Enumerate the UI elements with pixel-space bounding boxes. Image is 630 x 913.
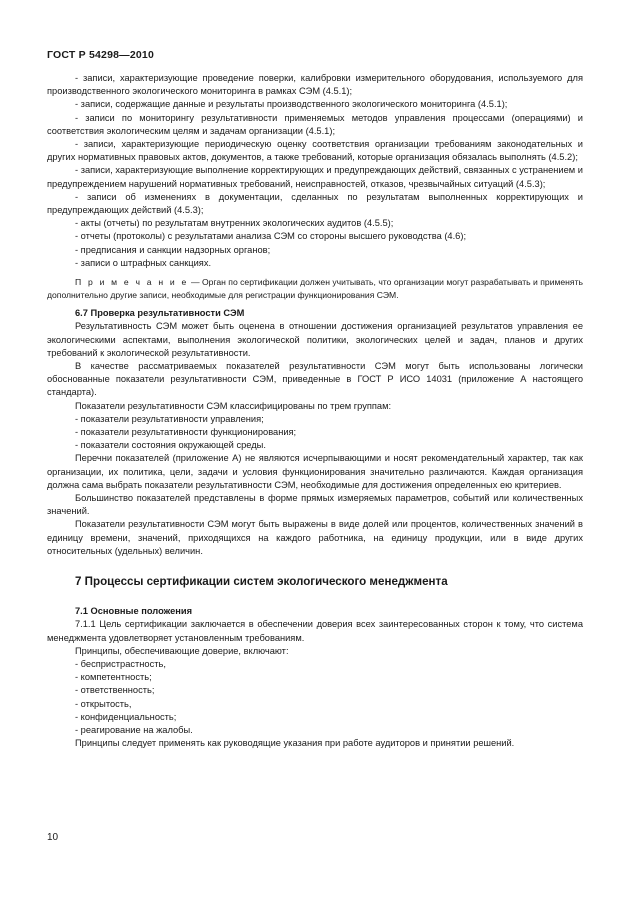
list-item: - записи, характеризующие выполнение корректирующих и предупреждающих действий, связанных с устранением и предупреждением нарушений нормативных требований, неисправностей, отказов, чрезвычайных ситуаций (4.5.3); [47, 165, 583, 189]
paragraph: Показатели результативности СЭМ классифицированы по трем группам: [75, 400, 392, 411]
list-item: - записи об изменениях в документации, сделанных по результатам выполненных корректирующих и предупреждающих действий (4.5.3); [47, 191, 583, 216]
list-item: - беспристрастность, [75, 658, 166, 669]
document-header: ГОСТ Р 54298—2010 [47, 49, 155, 61]
note-label: П р и м е ч а н и е [75, 277, 189, 288]
list-item: - показатели результативности функционирования; [75, 427, 297, 438]
document-body [47, 72, 583, 750]
list-item: - ответственность; [75, 685, 155, 696]
paragraph: Перечни показателей (приложение А) не являются исчерпывающими и носят рекомендательный характер, так как организации, их политика, цели, задачи и условия функционирования значительно различаются. Каждая организация должна сама выбрать показатели результативности СЭМ, необходимые для достижения определенных ею критериев. [47, 453, 583, 490]
section-7-title: 7 Процессы сертификации систем экологического менеджмента [75, 575, 448, 589]
paragraph: Большинство показателей представлены в форме прямых измеряемых параметров, событий или количественных значений. [47, 493, 583, 517]
list-item: - акты (отчеты) по результатам внутренних экологических аудитов (4.5.5); [75, 218, 394, 229]
page-number: 10 [47, 832, 59, 843]
note-text: — Орган по сертификации должен учитывать, что организации могут разрабатывать и применять дополнительно другие записи, необходимые для регистрации функционирования СЭМ. [47, 277, 583, 300]
list-item: - показатели состояния окружающей среды. [75, 440, 266, 451]
paragraph: 7.1.1 Цель сертификации заключается в обеспечении доверия всех заинтересованных сторон к тому, что система менеджмента удовлетворяет установленным требованиям. [47, 619, 583, 643]
list-item: - предписания и санкции надзорных органов; [75, 244, 271, 255]
paragraph: Результативность СЭМ может быть оценена в отношении достижения организацией результатов управления ее экологическими аспектами, выполнения экологической политики, экологических целей и задач, планов и других требований к экологической результативности. [47, 321, 583, 358]
list-item: - записи, характеризующие периодическую оценку соответствия организации требованиям законодательных и других нормативных правовых актов, документов, а также требований, которые организация обязалась выполнять (4.5.2); [47, 139, 583, 163]
section-6-7-title: 6.7 Проверка результативности СЭМ [75, 308, 245, 319]
paragraph: Принципы следует применять как руководящие указания при работе аудиторов и принятии решений. [75, 738, 515, 749]
list-item: - реагирование на жалобы. [75, 724, 193, 735]
list-item: - отчеты (протоколы) с результатами анализа СЭМ со стороны высшего руководства (4.6); [75, 231, 467, 242]
list-item: - конфиденциальность; [75, 711, 177, 722]
paragraph: Принципы, обеспечивающие доверие, включают: [75, 645, 289, 656]
paragraph: Показатели результативности СЭМ могут быть выражены в виде долей или процентов, количественных значений в единицу времени, значений, приходящихся на каждого работника, на единицу продукции, или в виде других относительных (удельных) величин. [47, 519, 583, 556]
list-item: - открытость, [75, 698, 132, 709]
list-item: - записи, содержащие данные и результаты производственного экологического мониторинга (4.5.1); [75, 99, 508, 110]
list-item: - записи по мониторингу результативности применяемых методов управления процессами (операциями) и соответствия экологическим целям и задачам организации (4.5.1); [47, 112, 583, 136]
section-7-1-title: 7.1 Основные положения [75, 606, 193, 617]
note-paragraph [47, 276, 583, 301]
list-item: - показатели результативности управления; [75, 413, 264, 424]
list-item: - компетентность; [75, 672, 152, 683]
list-item: - записи, характеризующие проведение поверки, калибровки измерительного оборудования, используемого для производственного экологического мониторинга в рамках СЭМ (4.5.1); [47, 73, 583, 97]
paragraph: В качестве рассматриваемых показателей результативности СЭМ могут быть использованы логически обоснованные показатели результативности СЭМ, приведенные в ГОСТ Р ИСО 14031 (приложение А настоящего стандарта). [47, 361, 583, 398]
list-item: - записи о штрафных санкциях. [75, 257, 212, 268]
